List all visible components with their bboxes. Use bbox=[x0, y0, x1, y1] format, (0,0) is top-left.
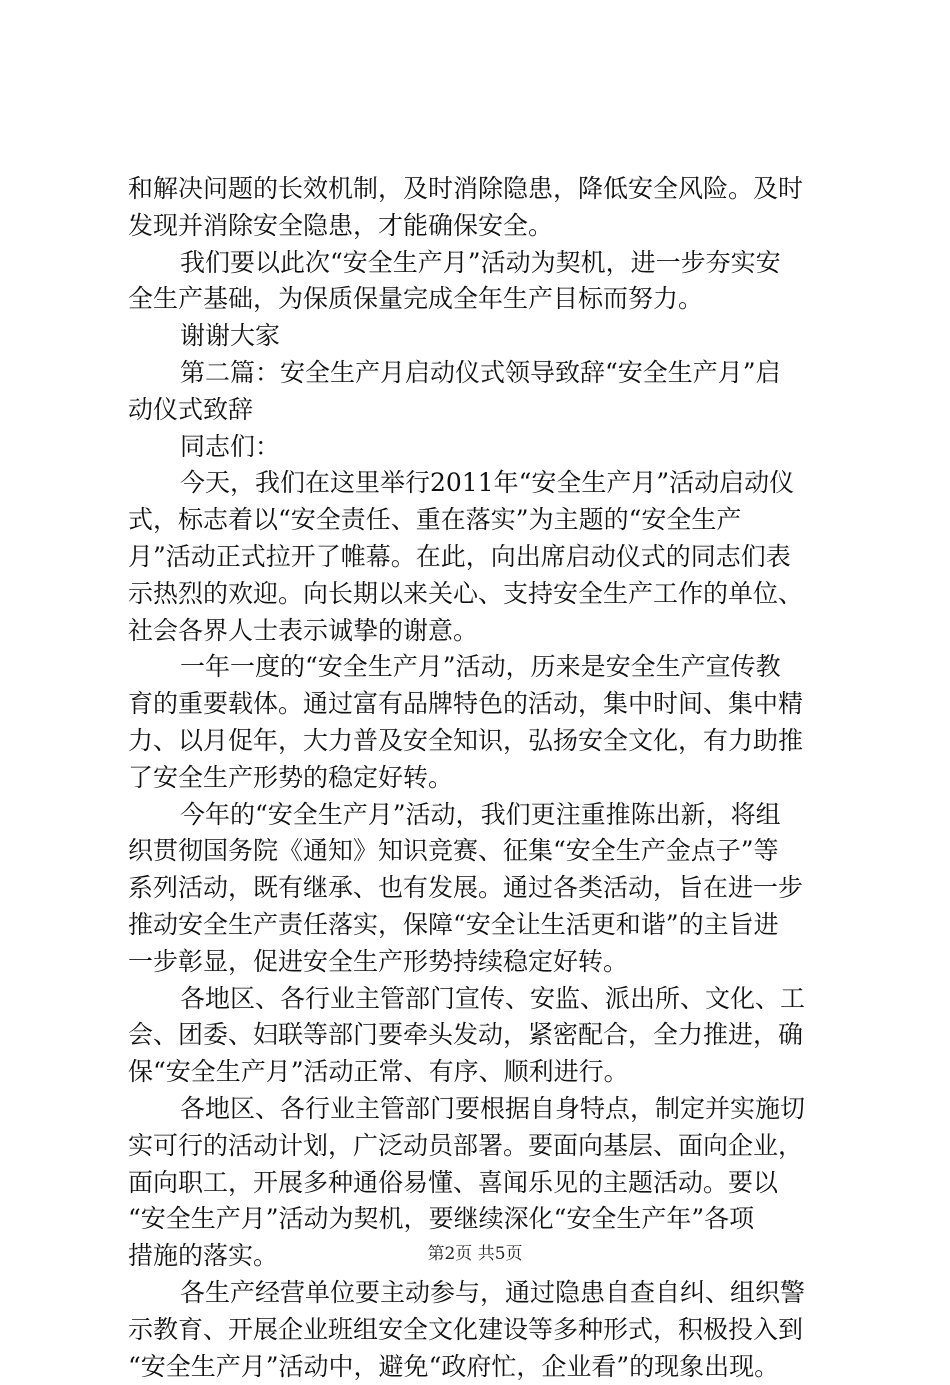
text-line: 谢谢大家 bbox=[128, 318, 840, 355]
text-line: “安全生产月”活动为契机，要继续深化“安全生产年”各项 bbox=[128, 1201, 840, 1238]
text-line: 和解决问题的长效机制，及时消除隐患，降低安全风险。及时 bbox=[128, 171, 840, 208]
text-line: 动仪式致辞 bbox=[128, 392, 840, 429]
text-line: 了安全生产形势的稳定好转。 bbox=[128, 760, 840, 797]
text-line: 一年一度的“安全生产月”活动，历来是安全生产宣传教 bbox=[128, 649, 840, 686]
text-line: 同志们： bbox=[128, 429, 840, 466]
text-line: 育的重要载体。通过富有品牌特色的活动，集中时间、集中精 bbox=[128, 686, 840, 723]
text-line: 发现并消除安全隐患，才能确保安全。 bbox=[128, 208, 840, 245]
text-line: 一步彰显，促进安全生产形势持续稳定好转。 bbox=[128, 944, 840, 981]
text-line: 全生产基础，为保质保量完成全年生产目标而努力。 bbox=[128, 281, 840, 318]
text-line: 式，标志着以“安全责任、重在落实”为主题的“安全生产 bbox=[128, 502, 840, 539]
text-line: 示热烈的欢迎。向长期以来关心、支持安全生产工作的单位、 bbox=[128, 576, 840, 613]
text-line: “安全生产月”活动中，避免“政府忙，企业看”的现象出现。 bbox=[128, 1349, 840, 1385]
text-line: 推动安全生产责任落实，保障“安全让生活更和谐”的主旨进 bbox=[128, 907, 840, 944]
text-line: 今天，我们在这里举行2011年“安全生产月”活动启动仪 bbox=[128, 465, 840, 502]
text-line: 系列活动，既有继承、也有发展。通过各类活动，旨在进一步 bbox=[128, 870, 840, 907]
text-line: 会、团委、妇联等部门要牵头发动，紧密配合，全力推进，确 bbox=[128, 1017, 840, 1054]
text-line: 社会各界人士表示诚挚的谢意。 bbox=[128, 613, 840, 650]
text-line: 各地区、各行业主管部门要根据自身特点，制定并实施切 bbox=[128, 1091, 840, 1128]
text-line: 各生产经营单位要主动参与，通过隐患自查自纠、组织警 bbox=[128, 1275, 840, 1312]
text-line: 各地区、各行业主管部门宣传、安监、派出所、文化、工 bbox=[128, 981, 840, 1018]
document-body bbox=[128, 171, 840, 1385]
text-line: 面向职工，开展多种通俗易懂、喜闻乐见的主题活动。要以 bbox=[128, 1165, 840, 1202]
text-line: 第二篇：安全生产月启动仪式领导致辞“安全生产月”启 bbox=[128, 355, 840, 392]
text-line: 示教育、开展企业班组安全文化建设等多种形式，积极投入到 bbox=[128, 1312, 840, 1349]
text-line: 月”活动正式拉开了帷幕。在此，向出席启动仪式的同志们表 bbox=[128, 539, 840, 576]
text-line: 我们要以此次“安全生产月”活动为契机，进一步夯实安 bbox=[128, 245, 840, 282]
text-line: 今年的“安全生产月”活动，我们更注重推陈出新，将组 bbox=[128, 797, 840, 834]
text-line: 措施的落实。 bbox=[128, 1238, 840, 1275]
text-line: 织贯彻国务院《通知》知识竞赛、征集“安全生产金点子”等 bbox=[128, 833, 840, 870]
text-line: 实可行的活动计划，广泛动员部署。要面向基层、面向企业， bbox=[128, 1128, 840, 1165]
text-line: 力、以月促年，大力普及安全知识，弘扬安全文化，有力助推 bbox=[128, 723, 840, 760]
text-line: 保“安全生产月”活动正常、有序、顺利进行。 bbox=[128, 1054, 840, 1091]
page-number-footer: 第2页 共5页 bbox=[0, 1244, 950, 1264]
